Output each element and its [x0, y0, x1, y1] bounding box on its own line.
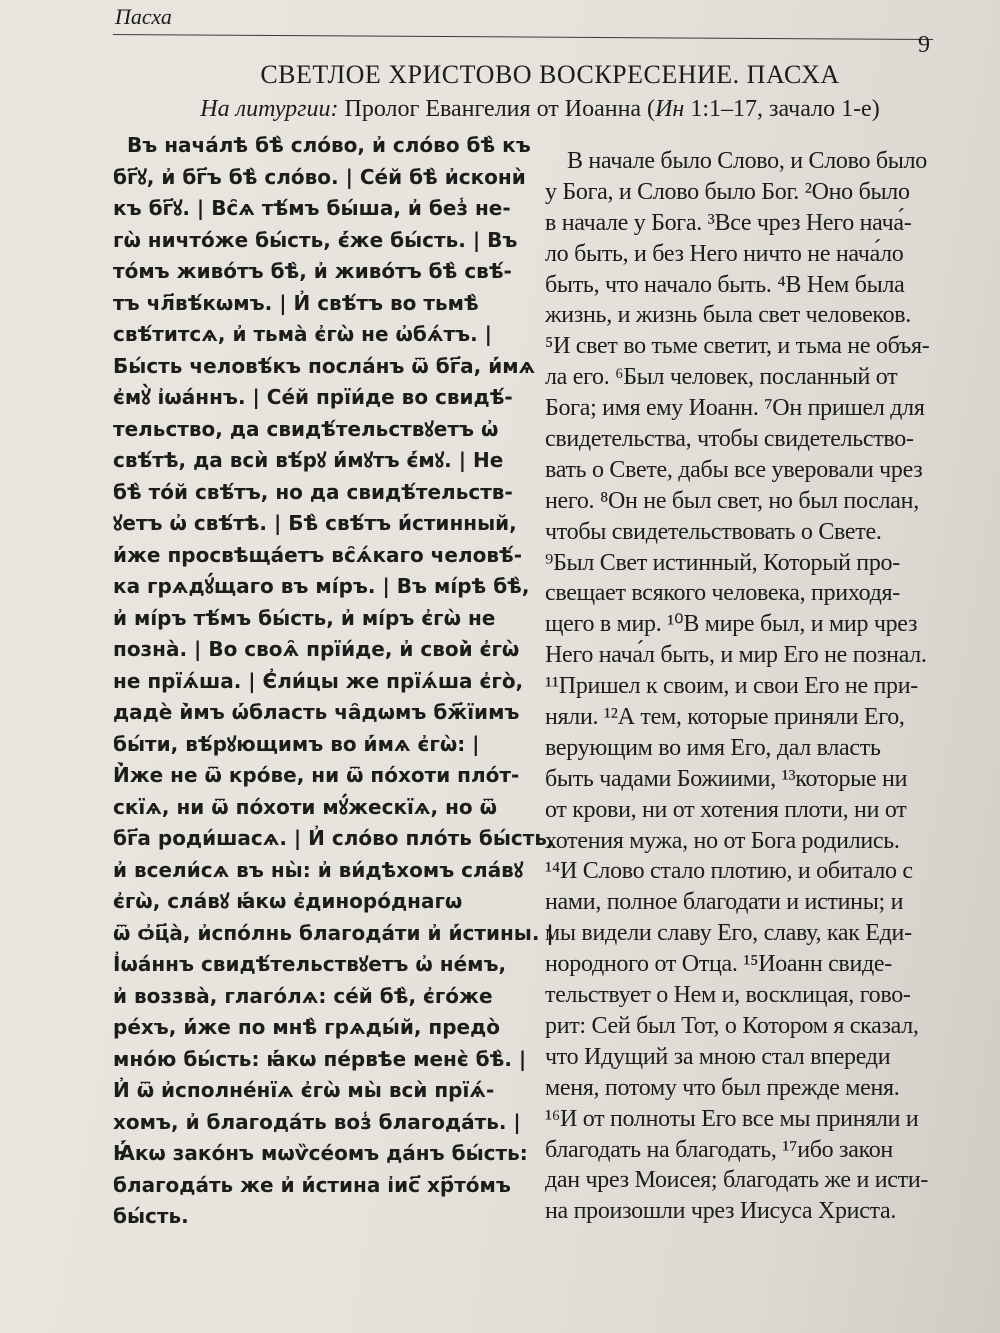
slavonic-text-line: не прїѧ́ша. | Є҆ли́цы же прїѧ́ша є҆го̀, — [113, 668, 524, 693]
russian-text-line: на произошли чрез Иисуса Христа. — [545, 1198, 897, 1225]
slavonic-text-line: тъ чл҃вѣ́кѡмъ. | И҆ свѣ́тъ во тьмѣ̀ — [113, 290, 479, 315]
russian-text-line: у Бога, и Слово было Бог. ²Оно было — [545, 178, 910, 205]
russian-text-line: тельствует о Нем и, восклицая, гово- — [545, 982, 911, 1009]
russian-column — [545, 146, 945, 1227]
russian-text-line: мы видели славу Его, славу, как Еди- — [545, 920, 912, 947]
russian-text-line: хотения мужа, но от Бога родились. — [545, 827, 900, 854]
slavonic-text-line: Ꙗ҆́кѡ зако́нъ мѡѷсе́омъ да́нъ бы́сть: — [113, 1141, 528, 1165]
slavonic-text-line: дадѐ и҆̀мъ ѡ҆́бласть ча̑дѡмъ бж҃їимъ — [113, 700, 520, 724]
slavonic-text-line: І҆ѡа́ннъ свидѣ́тельствꙋетъ ѡ҆ не́мъ, — [113, 952, 507, 976]
russian-text-line: от крови, ни от хотения плоти, ни от — [545, 796, 907, 823]
russian-text-line: быть, что начало быть. ⁴В Нем была — [545, 271, 905, 298]
russian-text-line: свидетельства, чтобы свидетельство- — [545, 426, 914, 453]
slavonic-text-line: свѣ́тѣ, да всѝ вѣ́рꙋ и҆́мꙋтъ є҆́мꙋ. | Не — [113, 448, 504, 472]
slavonic-text-line: мно́ю бы́сть: ꙗ҆́кѡ пе́рвѣе менє̀ бѣ̀. | — [113, 1046, 527, 1071]
slavonic-text-line: къ бг҃ꙋ. | Вс̑ѧ тѣ́мъ бы́ша, и҆ без̾ не- — [113, 196, 511, 220]
slavonic-text-line: ка грѧдꙋ́щаго въ мі́ръ. | Въ мі́рѣ бѣ̀, — [113, 574, 530, 598]
section-subtitle — [150, 96, 930, 123]
russian-text-line: ¹⁶И от полноты Его все мы приняли и — [545, 1105, 919, 1132]
russian-text-line: благодать на благодать, ¹⁷ибо закон — [545, 1136, 893, 1163]
slavonic-text-line: ѿ ѻ҆ц҃а̀, и҆спо́лнь благода́ти и҆ и҆́стины. | — [113, 920, 554, 945]
slavonic-text-line: свѣ́титсѧ, и҆ тьма̀ є҆гѡ̀ не ѡ҆бѧ́тъ. | — [113, 322, 492, 346]
slavonic-text-line: Бы́сть человѣ́къ посла́нъ ѿ бг҃а, и҆́мѧ — [113, 353, 536, 378]
russian-text-line: свещает всякого человека, приходя- — [545, 580, 900, 607]
slavonic-text-line: бг҃ꙋ, и҆ бг҃ъ бѣ̀ сло́во. | Се́й бѣ̀ и҆сконѝ — [113, 164, 526, 189]
russian-text-line: в начале у Бога. ³Все чрез Него нача́- — [545, 209, 912, 236]
slavonic-text-line: и҆ воззва̀, глаго́лѧ: се́й бѣ̀, є҆го́же — [113, 983, 493, 1008]
russian-text-line: В начале было Слово, и Слово было — [567, 148, 927, 174]
slavonic-text-line: и҆ мі́ръ тѣ́мъ бы́сть, и҆ мі́ръ є҆гѡ̀ не — [113, 605, 496, 630]
subtitle-ref-book: Ин — [655, 96, 685, 122]
slavonic-text-line: И҆̀же не ѿ кро́ве, ни ѿ по́хоти пло́т- — [113, 763, 520, 787]
slavonic-text-line: тельство, да свидѣ́тельствꙋетъ ѡ҆ — [113, 416, 499, 441]
slavonic-text-line: бы́сть. — [113, 1204, 189, 1228]
russian-text-line: что Идущий за мною стал впереди — [545, 1043, 891, 1070]
slavonic-text-line: благода́ть же и҆ и҆́стина і҆ис҃ хр҃то́мъ — [113, 1172, 511, 1197]
russian-text-line: щего в мир. ¹⁰В мире был, и мир чрез — [545, 611, 918, 638]
header-rule — [113, 34, 933, 40]
church-slavonic-column — [113, 130, 555, 1233]
russian-text-line: Него нача́л быть, и мир Его не познал. — [545, 642, 927, 669]
slavonic-text-line: рéхъ, и҆́же по мнѣ̀ грѧды́й, предо̀ — [113, 1015, 500, 1039]
russian-text-line: быть чадами Божиими, ¹³которые ни — [545, 765, 908, 792]
russian-text-line: ⁵И свет во тьме светит, и тьма не объя- — [545, 333, 930, 360]
page-number: 9 — [918, 32, 930, 58]
subtitle-prefix: На литургии: — [200, 96, 339, 122]
russian-text-line: Бога; имя ему Иоанн. ⁷Он пришел для — [545, 395, 925, 422]
russian-text-line: няли. ¹²А тем, которые приняли Его, — [545, 704, 905, 731]
russian-text-line: нородного от Отца. ¹⁵Иоанн свиде- — [545, 951, 892, 978]
slavonic-text-line: є҆гѡ̀, сла́вꙋ ꙗ҆́кѡ є҆диноро́днагѡ — [113, 889, 463, 913]
russian-text-line: дан чрез Моисея; благодать же и исти- — [545, 1167, 929, 1194]
slavonic-text-line: позна̀. | Во своѧ̑ прїи́де, и҆ свои̇̀ є҆гѡ̀ — [113, 637, 520, 661]
subtitle-text: Пролог Евангелия от Иоанна ( — [338, 96, 656, 122]
russian-text-line: чтобы свидетельствовать о Свете. — [545, 518, 882, 545]
slavonic-text-line: гѡ̀ ничто́же бы́сть, є҆́же бы́сть. | Въ — [113, 227, 518, 252]
slavonic-text-line: хомъ, и҆ благода́ть воз̾ благода́ть. | — [113, 1109, 521, 1134]
russian-text-line: верующим во имя Его, дал власть — [545, 734, 881, 761]
russian-text-line: ¹⁴И Слово стало плотию, и обитало с — [545, 858, 913, 885]
slavonic-text-line: бѣ̀ то́й свѣ́тъ, но да свидѣ́тельств- — [113, 479, 513, 504]
russian-text-line: ло быть, и без Него ничто не нача́ло — [545, 240, 904, 267]
slavonic-text-line: скїѧ, ни ѿ по́хоти мꙋ́жескїѧ, но ѿ — [113, 794, 497, 819]
slavonic-text-line: бг҃а роди́шасѧ. | И҆ сло́во пло́ть бы́сть, — [113, 826, 555, 850]
slavonic-text-line: є҆мꙋ̀ і҆ѡа́ннъ. | Се́й прїи́де во свидѣ́- — [113, 385, 513, 409]
slavonic-text-line: и҆́же просвѣща́етъ вс̑ѧ́каго человѣ́- — [113, 542, 523, 567]
subtitle-ref: 1:1–17, зачало 1-е) — [684, 96, 880, 122]
slavonic-text-line: И҆ ѿ и҆сполне́нїѧ є҆гѡ̀ мы̀ всѝ прїѧ́- — [113, 1078, 495, 1102]
russian-text-line: ¹¹Пришел к своим, и свои Его не при- — [545, 673, 918, 700]
slavonic-text-line: Въ нача́лѣ бѣ̀ сло́во, и҆ сло́во бѣ̀ къ — [127, 133, 531, 157]
russian-text-line: меня, потому что был прежде меня. — [545, 1074, 900, 1101]
russian-text-line: него. ⁸Он не был свет, но был послан, — [545, 487, 919, 514]
running-head: Пасха — [115, 4, 172, 29]
russian-text-line: рит: Сей был Тот, о Котором я сказал, — [545, 1012, 919, 1039]
section-title: СВЕТЛОЕ ХРИСТОВО ВОСКРЕСЕНИЕ. ПАСХА — [260, 60, 840, 89]
slavonic-text-line: ꙋетъ ѡ҆ свѣ́тѣ. | Бѣ̀ свѣ́тъ и҆́стинный, — [113, 511, 517, 535]
russian-text-line: нами, полное благодати и истины; и — [545, 889, 904, 916]
slavonic-text-line: бы́ти, вѣ́рꙋющимъ во и҆́мѧ є҆гѡ̀: | — [113, 731, 480, 756]
russian-text-line: ⁹Был Свет истинный, Который про- — [545, 549, 900, 576]
russian-text-line: вать о Свете, дабы все уверовали чрез — [545, 456, 923, 483]
slavonic-text-line: то́мъ живо́тъ бѣ̀, и҆ живо́тъ бѣ̀ свѣ́- — [113, 259, 512, 283]
slavonic-text-line: и҆ всели́сѧ въ ны̀: и҆ ви́дѣхомъ сла́вꙋ — [113, 857, 524, 882]
russian-text-line: ла его. ⁶Был человек, посланный от — [545, 364, 898, 391]
russian-text-line: жизнь, и жизнь была свет человеков. — [545, 302, 912, 329]
